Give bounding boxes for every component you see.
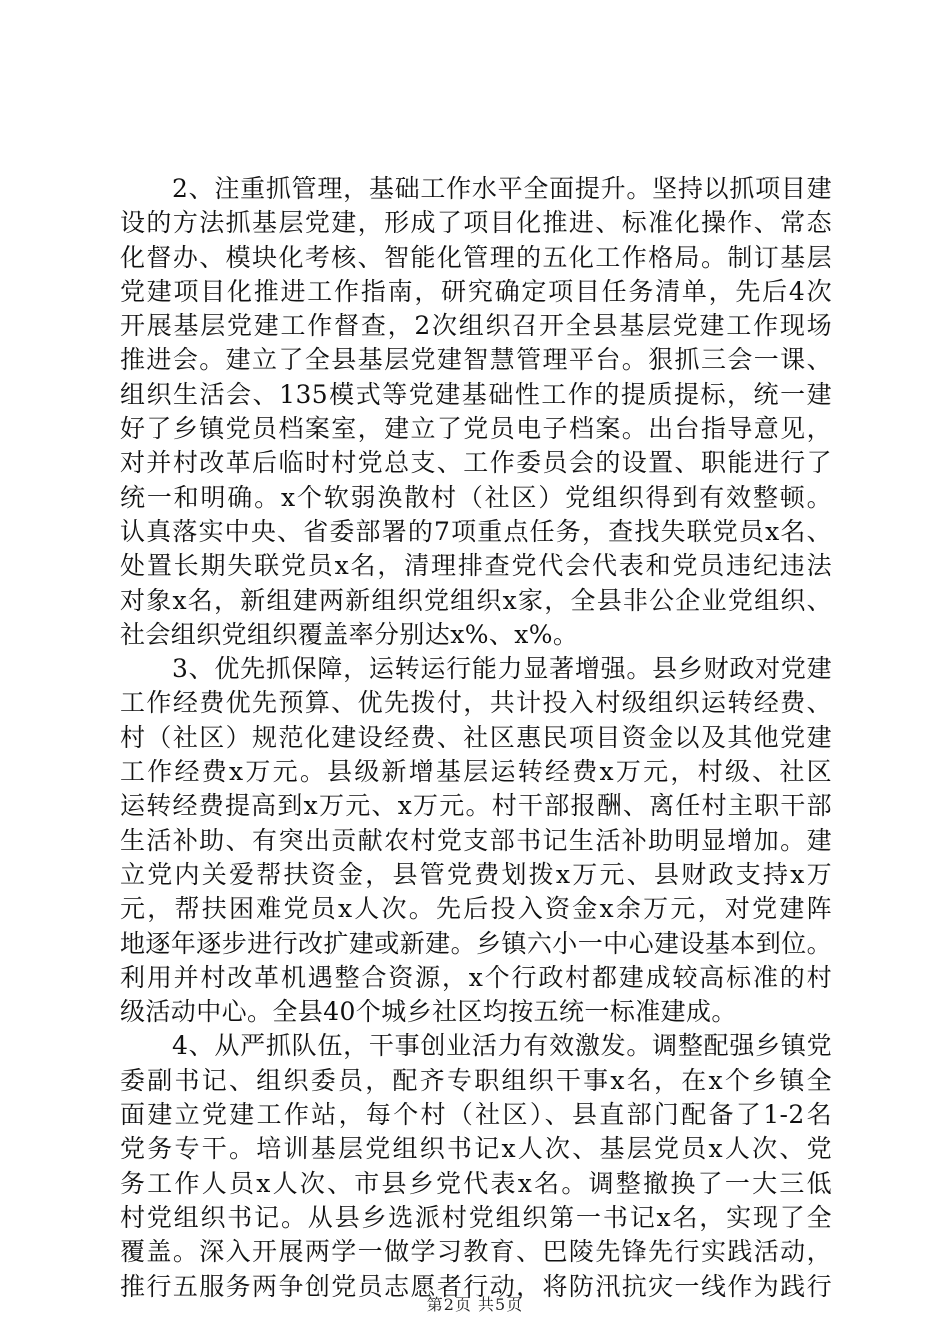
text-line: 统一和明确。x个软弱涣散村（社区）党组织得到有效整顿。 [120, 482, 832, 512]
text-line: 3、优先抓保障，运转运行能力显著增强。县乡财政对党建 [172, 654, 832, 684]
text-line: 务工作人员x人次、市县乡党代表x名。调整撤换了一大三低 [120, 1168, 832, 1198]
text-line: 社会组织党组织覆盖率分别达x%、x%。 [120, 619, 579, 649]
text-line: 好了乡镇党员档案室，建立了党员电子档案。出台指导意见， [120, 414, 832, 444]
text-line: 委副书记、组织委员，配齐专职组织干事x名，在x个乡镇全 [120, 1065, 832, 1095]
text-line: 地逐年逐步进行改扩建或新建。乡镇六小一中心建设基本到位。 [120, 928, 832, 958]
text-line: 组织生活会、135模式等党建基础性工作的提质提标，统一建 [120, 379, 832, 409]
text-line: 设的方法抓基层党建，形成了项目化推进、标准化操作、常态 [120, 208, 832, 238]
text-line: 村党组织书记。从县乡选派村党组织第一书记x名，实现了全 [120, 1202, 832, 1232]
text-line: 认真落实中央、省委部署的7项重点任务，查找失联党员x名、 [120, 516, 832, 546]
text-line: 面建立党建工作站，每个村（社区）、县直部门配备了1-2名 [120, 1100, 832, 1130]
text-line: 2、注重抓管理，基础工作水平全面提升。坚持以抓项目建 [172, 174, 832, 203]
text-line: 立党内关爱帮扶资金，县管党费划拨x万元、县财政支持x万 [120, 859, 832, 889]
text-line: 覆盖。深入开展两学一做学习教育、巴陵先锋先行实践活动， [120, 1237, 832, 1267]
text-line: 工作经费x万元。县级新增基层运转经费x万元，村级、社区 [120, 757, 832, 787]
text-line: 级活动中心。全县40个城乡社区均按五统一标准建成。 [120, 997, 737, 1027]
text-line: 化督办、模块化考核、智能化管理的五化工作格局。制订基层 [120, 242, 832, 272]
text-line: 推行五服务两争创党员志愿者行动，将防汛抗灾一线作为践行 [120, 1271, 832, 1301]
text-line: 推进会。建立了全县基层党建智慧管理平台。狠抓三会一课、 [120, 345, 832, 375]
text-line: 工作经费优先预算、优先拨付，共计投入村级组织运转经费、 [120, 688, 832, 718]
text-line: 开展基层党建工作督查，2次组织召开全县基层党建工作现场 [120, 311, 832, 341]
document-body [120, 172, 832, 1304]
text-line: 对并村改革后临时村党总支、工作委员会的设置、职能进行了 [120, 448, 832, 478]
page-footer: 第2页 共5页 [426, 1295, 524, 1314]
text-line: 4、从严抓队伍，干事创业活力有效激发。调整配强乡镇党 [172, 1031, 832, 1061]
text-line: 党务专干。培训基层党组织书记x人次、基层党员x人次、党 [120, 1134, 832, 1164]
text-line: 村（社区）规范化建设经费、社区惠民项目资金以及其他党建 [120, 722, 832, 752]
text-line: 党建项目化推进工作指南，研究确定项目任务清单，先后4次 [120, 276, 832, 306]
text-line: 元，帮扶困难党员x人次。先后投入资金x余万元，对党建阵 [120, 894, 832, 924]
text-line: 利用并村改革机遇整合资源，x个行政村都建成较高标准的村 [120, 962, 832, 992]
text-line: 对象x名，新组建两新组织党组织x家，全县非公企业党组织、 [120, 585, 832, 615]
text-line: 处置长期失联党员x名，清理排查党代会代表和党员违纪违法 [120, 551, 832, 581]
text-line: 生活补助、有突出贡献农村党支部书记生活补助明显增加。建 [120, 825, 832, 855]
text-line: 运转经费提高到x万元、x万元。村干部报酬、离任村主职干部 [120, 791, 832, 821]
